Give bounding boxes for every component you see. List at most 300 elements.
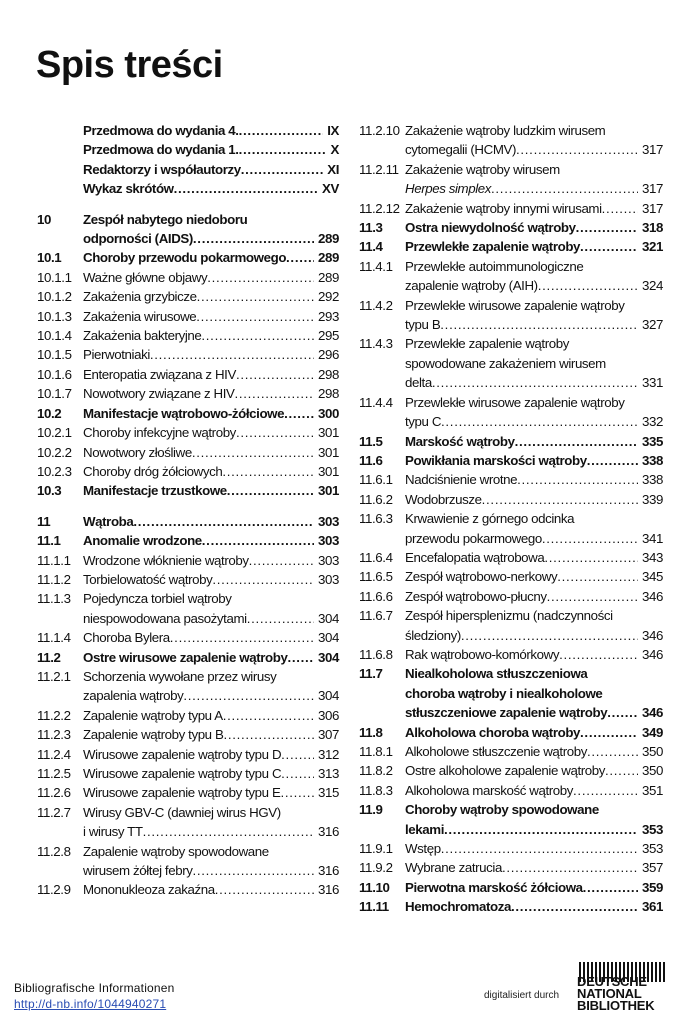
toc-entry-number: 11.2 [37,649,61,665]
toc-entry [359,432,663,451]
toc-entry-title-wrap [83,481,314,500]
toc-entry-title: Redaktorzy i współautorzy [83,161,241,177]
toc-entry-number: 11.1.2 [37,571,71,587]
toc-entry-number: 11.2.11 [359,161,399,177]
toc-entry-title-wrap [83,210,335,229]
toc-entry [37,140,339,159]
toc-entry-title: Pierwotniaki [83,347,150,363]
toc-entry [359,393,663,412]
toc-entry-title: Zakażenia bakteryjne [83,328,202,344]
toc-entry-page: 303 [318,513,339,529]
toc-entry [359,218,663,237]
toc-entry-number: 11.2.6 [37,785,71,801]
toc-entry [359,237,663,256]
toc-entry-title: Zespół wątrobowo-płucny [405,588,547,604]
toc-entry-title-wrap [83,531,314,550]
toc-leader-dots [196,307,314,326]
toc-entry-title-wrap [83,443,314,462]
toc-leader-dots [516,140,638,159]
toc-entry-title-wrap [405,723,638,742]
toc-entry-page: 349 [642,724,663,740]
toc-entry-page: 316 [318,882,339,898]
toc-entry-page: 313 [318,766,339,781]
toc-entry-number: 11.6.4 [359,549,393,565]
toc-entry-page: 289 [318,269,339,285]
toc-entry-title-wrap [83,121,323,140]
toc-entry-title-wrap [83,570,314,589]
toc-entry-number: 11.11 [359,899,389,915]
toc-leader-dots [544,548,638,567]
toc-entry-title-wrap [405,820,638,839]
toc-entry-title-wrap [83,648,314,667]
toc-leader-dots [583,878,638,897]
toc-entry-title: Choroba Bylera [83,630,170,646]
toc-entry-title: typu B [405,317,441,333]
toc-entry-title-wrap [83,783,314,802]
toc-entry-title-wrap [405,839,638,858]
toc-entry-title-wrap [83,609,314,628]
toc-entry-title: delta [405,375,432,391]
toc-entry [359,820,663,839]
toc-entry-title-wrap [83,326,314,345]
toc-left-column [37,121,339,900]
bibliographic-info-label: Bibliografische Informationen [14,981,175,995]
page-title: Spis treści [36,44,223,86]
dnb-link[interactable]: http://d-nb.info/1044940271 [14,997,167,1011]
toc-entry-title: niespowodowana pasożytami [83,610,247,626]
toc-entry-page: 303 [318,571,339,587]
toc-entry-page: 316 [318,863,339,879]
toc-entry-title: zapalenia wątroby [83,688,184,704]
toc-entry [37,481,339,500]
dnb-word: DEUTSCHE [577,974,647,989]
toc-entry-title-wrap [405,451,638,470]
toc-entry [37,783,339,802]
toc-entry-title: Nowotwory złośliwe [83,444,192,460]
toc-entry-title: Zespół wątrobowo-nerkowy [405,569,558,585]
toc-entry-title: Encefalopatia wątrobowa [405,549,545,565]
toc-entry-page: 353 [642,841,663,857]
toc-entry-page: 338 [642,472,663,488]
toc-entry-title-wrap [405,529,638,548]
toc-entry-page: 359 [642,879,663,895]
toc-entry-title-wrap [405,509,659,528]
toc-entry-page: 324 [642,278,663,294]
toc-leader-dots [239,140,327,159]
toc-entry-title: Wirusowe zapalenie wątroby typu D [83,746,282,762]
toc-entry-title-wrap [83,764,314,783]
toc-entry [359,858,663,877]
toc-entry-title: Ostre alkoholowe zapalenie wątroby [405,763,606,779]
toc-leader-dots [557,567,638,586]
toc-leader-dots [511,897,638,916]
toc-entry-page: 304 [318,688,339,704]
toc-leader-dots [542,529,638,548]
toc-entry [37,179,339,198]
toc-entry-number: 10.3 [37,483,62,499]
toc-entry-number: 11.8 [359,724,383,740]
toc-entry-title: Wątroba [83,513,134,529]
toc-entry-title: przewodu pokarmowego [405,530,542,546]
toc-entry [359,606,663,625]
toc-entry [359,742,663,761]
toc-leader-dots [576,218,638,237]
toc-entry-number: 11.8.3 [359,782,393,798]
toc-entry-title: Zakażenia wirusowe [83,308,197,324]
toc-entry [359,276,663,295]
toc-entry-title-wrap [405,897,638,916]
toc-leader-dots [222,462,314,481]
toc-entry [359,839,663,858]
toc-entry [37,326,339,345]
toc-entry [359,626,663,645]
toc-entry-title-wrap [83,365,314,384]
toc-entry-page: 301 [318,483,339,499]
toc-entry-page: 346 [642,705,663,721]
toc-entry [359,490,663,509]
toc-entry-title: Wybrane zatrucia [405,860,502,876]
toc-leader-dots [502,858,638,877]
toc-entry-number: 10.2.2 [37,444,72,460]
toc-entry [37,764,339,783]
toc-leader-dots [605,761,638,780]
toc-entry [359,315,663,334]
toc-entry-title-wrap [405,373,638,392]
toc-entry [359,587,663,606]
toc-entry-title: Krwawienie z górnego odcinka [405,511,575,527]
toc-entry [359,548,663,567]
toc-entry-number: 10.1.6 [37,366,72,382]
toc-entry-page: 292 [318,289,339,305]
toc-entry [37,229,339,248]
toc-entry-title-wrap [405,587,638,606]
toc-entry [359,761,663,780]
toc-entry-title-wrap [405,703,638,722]
toc-leader-dots [280,783,314,802]
toc-leader-dots [281,764,314,783]
toc-leader-dots [235,384,315,403]
toc-entry-title: Marskość wątroby [405,433,515,449]
toc-entry-number: 11.2.2 [37,707,71,723]
toc-entry-title: Alkoholowe stłuszczenie wątroby [405,744,587,759]
toc-entry [359,451,663,470]
toc-entry-page: 304 [318,630,339,646]
toc-entry-page: 341 [642,530,663,546]
toc-entry-number: 11.4.1 [359,258,393,274]
toc-entry-page: 318 [642,220,663,236]
toc-entry [359,897,663,916]
toc-entry-title-wrap [405,470,638,489]
toc-entry-title-wrap [83,628,314,647]
toc-entry [359,509,663,528]
toc-right-column [359,121,663,917]
toc-leader-dots [192,443,314,462]
toc-entry-title-wrap [405,761,638,780]
toc-leader-dots [223,725,314,744]
toc-entry [37,121,339,140]
toc-entry [37,307,339,326]
toc-entry-number: 10.1 [37,250,62,266]
toc-entry-title: Pojedyncza torbiel wątroby [83,591,232,607]
toc-entry-title: Przewlekłe autoimmunologiczne [405,258,584,274]
toc-entry [359,199,663,218]
toc-entry-title: Alkoholowa marskość wątroby [405,782,574,798]
toc-entry-page: 316 [318,824,339,840]
toc-entry-number: 10 [37,211,51,227]
toc-entry-title-wrap [83,345,314,364]
toc-entry-title-wrap [83,686,314,705]
toc-entry-page: 304 [318,649,339,665]
toc-entry-title-wrap [405,140,638,159]
toc-entry-title-wrap [83,229,314,248]
toc-entry-page: 357 [642,860,663,876]
toc-entry-number: 11.9 [359,802,383,818]
toc-entry-title: i wirusy TT [83,824,143,840]
toc-entry-title: typu C [405,414,442,430]
toc-entry-page: 332 [642,414,663,430]
dnb-word: BIBLIOTHEK [577,998,655,1013]
toc-leader-dots [183,686,314,705]
toc-entry-title: Wodobrzusze [405,491,482,507]
toc-entry [359,567,663,586]
toc-entry-title: Przedmowa do wydania 1. [83,142,239,158]
toc-entry-number: 11.8.2 [359,763,393,779]
toc-leader-dots [515,432,638,451]
toc-entry-title: Zespół hipersplenizmu (nadczynności [405,608,613,624]
toc-entry-title: Anomalie wrodzone [83,533,202,549]
toc-entry-title: Manifestacje trzustkowe [83,483,227,499]
toc-entry-title-wrap [83,880,314,899]
toc-entry [37,423,339,442]
toc-entry-title: spowodowane zakażeniem wirusem [405,355,606,371]
toc-entry-page: 353 [642,821,663,837]
toc-entry-number: 11.1.4 [37,630,71,646]
toc-entry-title: Zakażenie wątroby wirusem [405,161,560,177]
toc-entry-number: 11.3 [359,220,383,236]
toc-entry-title: Ważne główne objawy [83,269,208,285]
toc-leader-dots [227,481,314,500]
dnb-logo-text [577,976,673,1012]
toc-entry-title-wrap [83,179,318,198]
toc-leader-dots [441,839,638,858]
toc-entry [37,609,339,628]
toc-leader-dots [580,723,638,742]
toc-entry [359,664,663,683]
toc-entry [37,589,339,608]
toc-entry-page: 331 [642,375,663,391]
toc-entry-page: 321 [642,239,663,255]
toc-entry-page: 300 [318,405,339,421]
toc-entry [359,684,663,703]
toc-leader-dots [197,287,314,306]
toc-entry-title-wrap [83,745,314,764]
toc-entry-page: 317 [642,200,663,216]
toc-entry-title: Przewlekłe wirusowe zapalenie wątroby [405,297,625,313]
toc-entry-title-wrap [405,393,659,412]
toc-entry-title: Enteropatia związana z HIV [83,366,236,382]
toc-entry-title: stłuszczeniowe zapalenie wątroby [405,705,608,721]
toc-entry-title-wrap [405,781,638,800]
toc-entry-number: 11.7 [359,666,383,682]
toc-leader-dots [444,820,638,839]
toc-entry-number: 11.2.12 [359,200,400,216]
toc-entry-number: 11.10 [359,879,390,895]
toc-entry-title: Hemochromatoza [405,899,511,915]
toc-entry-title-wrap [83,160,323,179]
toc-entry-title: Ostra niewydolność wątroby [405,220,576,236]
toc-entry [37,861,339,880]
toc-leader-dots [143,822,314,841]
toc-leader-dots [281,745,314,764]
toc-entry-title-wrap [83,423,314,442]
toc-entry-title: Choroby wątroby spowodowane [405,802,599,818]
toc-leader-dots [193,861,315,880]
toc-entry-title-wrap [83,248,314,267]
toc-entry-page: 296 [318,347,339,363]
toc-entry-number: 10.2.3 [37,463,72,479]
toc-entry-number: 11.2.4 [37,746,71,762]
toc-entry-title: zapalenie wątroby (AIH) [405,278,538,294]
toc-entry-number: 11.4.2 [359,297,393,313]
toc-entry-number: 11.4.3 [359,336,393,352]
toc-entry-title-wrap [83,268,314,287]
toc-entry-page: 343 [642,549,663,565]
toc-entry-number: 10.2.1 [37,425,72,441]
toc-entry-title: Wrodzone włóknienie wątroby [83,552,249,568]
toc-entry-number: 11.1.1 [37,552,71,568]
toc-leader-dots [580,237,638,256]
toc-entry-title: Ostre wirusowe zapalenie wątroby [83,649,288,665]
toc-entry-page: X [330,142,339,158]
toc-leader-dots [440,315,638,334]
toc-entry-number: 11.9.1 [359,841,393,857]
toc-entry-title-wrap [83,725,314,744]
toc-leader-dots [241,160,324,179]
toc-entry-page: 338 [642,452,663,468]
toc-entry [37,725,339,744]
toc-entry-title: Zapalenie wątroby typu B [83,727,224,743]
toc-entry-title-wrap [405,160,659,179]
toc-entry-number: 11.2.7 [37,804,71,820]
toc-entry-page: 346 [642,646,663,662]
toc-leader-dots [236,423,314,442]
toc-entry-page: 303 [318,552,339,568]
toc-entry-page: 315 [318,785,339,801]
toc-entry-title-wrap [83,404,314,423]
toc-entry-title-wrap [83,512,314,531]
dnb-word: NATIONAL [577,986,642,1001]
toc-leader-dots [202,531,314,550]
toc-entry [37,842,339,861]
toc-entry [37,512,339,531]
toc-leader-dots [174,179,318,198]
toc-entry [37,531,339,550]
toc-leader-dots [150,345,314,364]
toc-entry-title-wrap [405,684,659,703]
toc-entry [37,384,339,403]
toc-entry-title: śledziony) [405,627,461,643]
toc-leader-dots [193,229,314,248]
toc-leader-dots [133,512,314,531]
toc-entry-number: 11.2.8 [37,843,71,859]
toc-entry-page: 317 [642,181,663,197]
toc-entry-number: 11.4.4 [359,394,393,410]
toc-leader-dots [559,645,638,664]
toc-leader-dots [587,451,638,470]
toc-entry-number: 10.1.3 [37,308,72,324]
toc-entry-page: 361 [642,899,663,915]
toc-entry [37,462,339,481]
toc-entry [37,443,339,462]
toc-entry-title: Zakażenia grzybicze [83,289,197,305]
toc-entry-title: Nowotwory związane z HIV [83,386,235,402]
toc-entry-title-wrap [405,276,638,295]
toc-entry-title-wrap [405,606,659,625]
toc-entry-title-wrap [405,121,659,140]
toc-entry-title-wrap [83,706,314,725]
toc-entry-title-wrap [405,432,638,451]
toc-entry-title-wrap [405,645,638,664]
toc-leader-dots [287,648,314,667]
toc-entry-title-wrap [83,667,335,686]
toc-entry [359,723,663,742]
toc-entry-number: 11.1 [37,533,61,549]
toc-entry-number: 11.2.1 [37,668,71,684]
toc-entry [37,648,339,667]
toc-entry-title: Powikłania marskości wątroby [405,452,587,468]
toc-leader-dots [573,781,638,800]
toc-entry-number: 10.1.7 [37,386,72,402]
toc-entry-title: cytomegalii (HCMV) [405,142,517,158]
toc-entry-title: Przewlekłe zapalenie wątroby [405,239,581,255]
toc-leader-dots [602,199,638,218]
digitized-by-label: digitalisiert durch [484,990,560,1001]
toc-entry-title: Nadciśnienie wrotne [405,472,518,488]
toc-entry-title: Choroby infekcyjne wątroby [83,425,236,441]
toc-entry-title-wrap [83,589,335,608]
toc-entry-title: Wirusowe zapalenie wątroby typu C [83,766,282,781]
toc-entry-title-wrap [405,742,638,761]
toc-entry [359,781,663,800]
toc-entry-number: 11.9.2 [359,860,393,876]
toc-leader-dots [249,551,314,570]
toc-leader-dots [547,587,638,606]
toc-entry-page: 339 [642,491,663,507]
toc-leader-dots [607,703,638,722]
toc-entry-number: 11.6.6 [359,588,393,604]
toc-leader-dots [482,490,638,509]
toc-entry-number: 10.1.2 [37,289,72,305]
toc-leader-dots [170,628,314,647]
toc-leader-dots [201,326,314,345]
toc-entry [37,160,339,179]
toc-entry-page: 298 [318,366,339,382]
toc-entry-title: Schorzenia wywołane przez wirusy [83,668,277,684]
toc-entry [37,803,339,822]
toc-entry-number: 11.4 [359,239,383,255]
toc-entry-title-wrap [405,878,638,897]
toc-entry-title: Wirusowe zapalenie wątroby typu E [83,785,281,801]
toc-entry-title: Niealkoholowa stłuszczeniowa [405,666,588,682]
toc-entry [37,745,339,764]
toc-entry [359,334,663,353]
toc-entry-number: 11.2.9 [37,882,71,898]
toc-entry [359,140,663,159]
toc-entry-page: XI [327,161,339,177]
toc-entry-title-wrap [83,140,327,159]
toc-entry-title-wrap [83,861,314,880]
toc-entry [37,248,339,267]
